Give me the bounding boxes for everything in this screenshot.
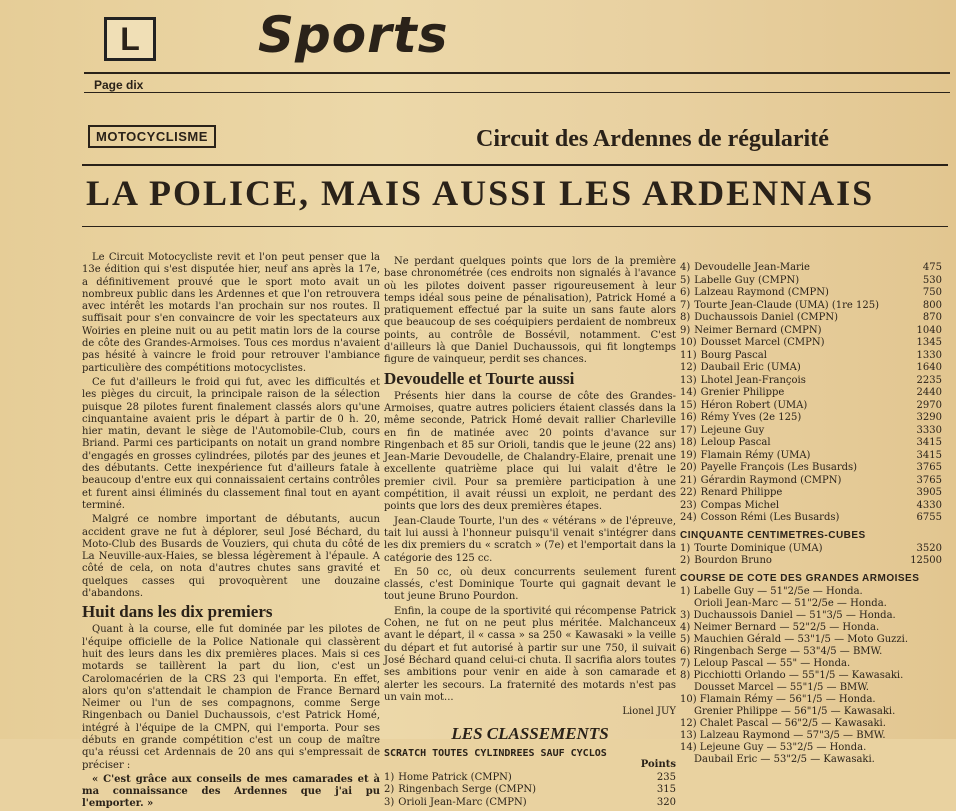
ranking-points: 2970	[916, 399, 942, 411]
cote-row: Grenier Philippe — 56"1/5 — Kawasaki.	[694, 705, 896, 717]
ranking-name: Devoudelle Jean-Marie	[694, 262, 810, 273]
ranking-name: Payelle François (Les Busards)	[700, 462, 858, 473]
ranking-name: Lejeune Guy	[700, 424, 765, 436]
col2-heading: Devoudelle et Tourte aussi	[384, 368, 575, 388]
ranking-rank: 15)	[680, 399, 697, 411]
results-column	[680, 262, 942, 765]
section-title: Sports	[258, 6, 449, 64]
ranking-row	[680, 300, 942, 313]
ranking-points: 3330	[916, 424, 942, 436]
ranking-row	[680, 512, 942, 525]
ranking-points: 750	[922, 287, 942, 298]
article-subtitle: Circuit des Ardennes de régularité	[476, 126, 829, 152]
cote-row: 5) Mauchien Gérald — 53"1/5 — Moto Guzzi.	[680, 633, 909, 645]
ranking-name: Lalzeau Raymond (CMPN)	[694, 287, 829, 298]
ranking-name: Home Patrick (CMPN)	[398, 771, 512, 783]
ranking-row	[680, 462, 942, 475]
ranking-rank: 2)	[680, 555, 691, 566]
ranking-name: Duchaussois Daniel (CMPN)	[694, 312, 839, 323]
scratch-list-part-2	[680, 262, 942, 525]
ranking-rank: 1)	[384, 771, 395, 783]
ranking-points: 3415	[916, 449, 942, 461]
col1-paragraph: Ce fut d'ailleurs le froid qui fut, avec les difficultés et les pièges du circuit, la principale raison de la sélection puisque 28 pilotes furent finalement classés alors qu'une cinquantaine avaient pris le départ à partir de 0 h. 20, hier matin, devant le siège de l'Automobile-Club, cours Briand. Parmi ces participants on notait un grand nombre d'engagés en grosses cylindrées, pilotés par des jeunes et des débutants. Cette inexpérience fut d'ailleurs fatale à beaucoup d'entre eux qui connaissaient certains contrôles et furent ainsi éliminés du classement final tout en ayant terminé.	[82, 376, 380, 511]
ranking-row	[680, 262, 942, 275]
cote-row: 7) Leloup Pascal — 55" — Honda.	[680, 657, 851, 669]
ranking-points: 1330	[916, 349, 942, 361]
cote-row: 13) Lalzeau Raymond — 57"3/5 — BMW.	[680, 729, 886, 741]
cote-row: 3) Duchaussois Daniel — 51"3/5 — Honda.	[680, 609, 896, 621]
col1-quote: « C'est grâce aux conseils de mes camarades et à ma connaissance des Ardennes que j'ai pu l'emporter. »	[82, 773, 380, 810]
cote-row: Dousset Marcel — 55"1/5 — BMW.	[694, 681, 869, 693]
col2-paragraph: En 50 cc, où deux concurrents seulement furent classés, c'est Dominique Tourte qui gagnait devant le tout jeune Bruno Pourdon.	[384, 566, 676, 603]
ranking-row	[680, 412, 942, 425]
ranking-rank: 22)	[680, 487, 697, 498]
ranking-rank: 14)	[680, 387, 697, 398]
ranking-name: Cosson Rémi (Les Busards)	[700, 512, 840, 523]
ranking-row	[680, 425, 942, 438]
ranking-points: 870	[922, 312, 942, 323]
ranking-rank: 4)	[680, 262, 691, 273]
ranking-points: 2235	[916, 374, 942, 386]
ranking-rank: 2)	[384, 784, 395, 796]
ranking-points: 1345	[916, 337, 942, 348]
col2-paragraph: Jean-Claude Tourte, l'un des « vétérans » de l'épreuve, tait lui aussi à l'honneur puisqu'il venait s'intégrer dans les dix premiers du « scratch » (7e) et l'emportait dans la catégorie des 125 cc.	[384, 515, 676, 564]
ranking-name: Leloup Pascal	[700, 437, 771, 448]
ranking-name: Dousset Marcel (CMPN)	[700, 337, 825, 348]
ranking-name: Neimer Bernard (CMPN)	[694, 324, 822, 336]
logo-letter: L	[120, 20, 140, 57]
ranking-points: 3905	[916, 487, 942, 498]
ranking-rank: 21)	[680, 474, 697, 486]
author-signature: Lionel JUY	[622, 706, 676, 718]
cote-row: 4) Neimer Bernard — 52"2/5 — Honda.	[680, 621, 880, 633]
cote-row: 14) Lejeune Guy — 53"2/5 — Honda.	[680, 741, 867, 753]
ranking-row	[680, 387, 942, 400]
ranking-points: 315	[656, 784, 676, 796]
cote-row: Daubail Eric — 53"2/5 — Kawasaki.	[694, 753, 875, 765]
ranking-rank: 3)	[384, 796, 395, 808]
ranking-points: 2440	[916, 387, 942, 398]
page-number: Page dix	[94, 78, 144, 92]
cote-title: COURSE DE COTE DES GRANDES ARMOISES	[680, 572, 920, 584]
ranking-name: Orioli Jean-Marc (CMPN)	[398, 796, 527, 808]
ranking-row	[680, 475, 942, 488]
cc50-list	[680, 543, 942, 568]
ranking-name: Grenier Philippe	[700, 387, 785, 398]
ranking-points: 800	[922, 299, 942, 311]
ranking-points: 320	[656, 796, 676, 808]
ranking-name: Compas Michel	[700, 499, 780, 511]
cote-row: 1) Labelle Guy — 51"2/5e — Honda.	[680, 585, 863, 597]
ranking-rank: 7)	[680, 299, 691, 311]
ranking-rank: 23)	[680, 499, 697, 511]
ranking-row	[680, 362, 942, 375]
ranking-points: 1040	[916, 324, 942, 336]
ranking-name: Renard Philippe	[700, 487, 783, 498]
ranking-rank: 10)	[680, 337, 697, 348]
ranking-points: 3765	[916, 462, 942, 473]
ranking-rank: 19)	[680, 449, 697, 461]
ranking-row	[680, 325, 942, 338]
scratch-title: SCRATCH TOUTES CYLINDREES SAUF CYCLOS	[384, 748, 607, 760]
ranking-row	[680, 350, 942, 363]
ranking-points: 530	[922, 274, 942, 286]
headline-rule-top	[82, 164, 948, 166]
ranking-row	[680, 312, 942, 325]
article-headline: LA POLICE, MAIS AUSSI LES ARDENNAIS	[86, 173, 875, 213]
cote-row: 6) Ringenbach Serge — 53"4/5 — BMW.	[680, 645, 883, 657]
ranking-row	[680, 555, 942, 568]
ranking-rank: 1)	[680, 542, 691, 554]
cote-row: 12) Chalet Pascal — 56"2/5 — Kawasaki.	[680, 717, 886, 729]
ranking-name: Héron Robert (UMA)	[700, 399, 808, 411]
ranking-points: 4330	[916, 499, 942, 511]
col1-paragraph: Quant à la course, elle fut dominée par les pilotes de l'équipe officielle de la Police Nationale qui classèrent huit des leurs dans les dix premières places. Mais si ces motards se taillèrent la part du lion, c'est un Carolomacérien de la CRS 23 qui l'emporta. En effet, alors qu'on s'attendait le champion de France Bernard Neimer ou l'un de ses compagnons, comme Serge Ringenbach ou Daniel Duchaussois, c'est Patrick Homé, intégré à l'équipe de la CMPN, qui l'emporta. Pour ses débuts en grande compétition c'est un coup de maître qu'a réussi cet Ardennais de 20 ans qui s'empressait de préciser :	[82, 624, 380, 771]
ranking-points: 12500	[910, 555, 942, 566]
ranking-row	[680, 337, 942, 350]
ranking-name: Tourte Jean-Claude (UMA) (1re 125)	[694, 299, 879, 311]
ranking-name: Tourte Dominique (UMA)	[694, 542, 823, 554]
ranking-row	[680, 375, 942, 388]
ranking-rank: 8)	[680, 312, 691, 323]
ranking-row	[680, 275, 942, 288]
ranking-name: Lhotel Jean-François	[700, 374, 806, 386]
header-rule	[84, 72, 950, 74]
headline-rule-bottom	[82, 226, 948, 227]
ranking-rank: 20)	[680, 462, 697, 473]
article-column-1	[82, 252, 380, 810]
ranking-row	[680, 287, 942, 300]
ranking-rank: 5)	[680, 274, 691, 286]
col1-paragraph: Malgré ce nombre important de débutants, aucun accident grave ne fut à déplorer, seul José Béchard, du Moto-Club des Busards de Vouziers, qui chuta du côté de La Neuville-aux-Haies, se blessa légèrement à l'épaule. A côté de cela, on nota d'autres chutes sans gravité et quelques casses qui provoquèrent une douzaine d'abandons.	[82, 514, 380, 600]
page-rule	[84, 92, 950, 93]
ranking-rank: 17)	[680, 424, 697, 436]
ranking-row	[384, 797, 676, 810]
ranking-name: Daubail Eric (UMA)	[700, 362, 801, 373]
ranking-rank: 16)	[680, 412, 697, 423]
ranking-points: 1640	[916, 362, 942, 373]
ranking-rank: 9)	[680, 324, 691, 336]
ranking-row	[680, 543, 942, 556]
points-label: Points	[640, 759, 676, 771]
ranking-row	[680, 450, 942, 463]
col1-paragraph: Le Circuit Motocycliste revit et l'on peut penser que la 13e édition qui s'est disputée hier, neuf ans après la 17e, a définitivement prouvé que le sport moto avait un nombreux public dans les Ardennes et que l'on retrouvera avec intérêt les motards l'an prochain sur nos routes. Il suffisait pour s'en convaincre de voir les spectateurs aux Woiries en pleine nuit ou au petit matin lors de la course de côte des Grandes-Armoises. Tous ces mordus n'avaient pas hésité à vaincre le froid pour retrouver l'ambiance particulière des compétitions motocyclistes.	[82, 252, 380, 374]
ranking-points: 3765	[916, 474, 942, 486]
ranking-points: 475	[922, 262, 942, 273]
scratch-list-part-1	[384, 772, 676, 810]
ranking-name: Bourdon Bruno	[694, 555, 772, 566]
col2-paragraph: Présents hier dans la course de côte des Grandes-Armoises, quatre autres policiers étaient classés dans la même seconde, Patrick Homé devait rallier Charleville en fin de matinée avec 20 points d'avance sur Ringenbach et 85 sur Orioli, tandis que le jeune (22 ans) Jean-Marie Devoudelle, de Chalandry-Elaire, prenait une excellente quatrième place qui lui valait d'être le premier civil. Pour sa première participation à une compétition, il avait réussi un exploit, ne perdant des points que lors des deux premières étapes.	[384, 390, 676, 513]
ranking-points: 3290	[916, 412, 942, 423]
ranking-rank: 11)	[680, 349, 697, 361]
ranking-name: Labelle Guy (CMPN)	[694, 274, 800, 286]
ranking-row	[680, 487, 942, 500]
ranking-rank: 6)	[680, 287, 691, 298]
ranking-rank: 18)	[680, 437, 697, 448]
ranking-row	[680, 437, 942, 450]
cc50-title: CINQUANTE CENTIMETRES-CUBES	[680, 529, 866, 541]
article-column-2	[384, 256, 676, 808]
ranking-rank: 12)	[680, 362, 697, 373]
ranking-points: 6755	[916, 512, 942, 523]
col2-paragraph: Ne perdant quelques points que lors de la première base chronométrée (ces endroits non signalés à l'avance où les pilotes doivent passer rigoureusement à leur temps idéal sous peine de pénalisation), Patrick Homé a pratiquement effectué par la suite un sans faute alors que beaucoup de ses coéquipiers perdaient de nombreux points, au contrôle de Bossévil, notamment. C'est d'ailleurs là que Daniel Duchaussois, qui fit longtemps figure de vainqueur, perdit ses chances.	[384, 256, 676, 366]
ranking-name: Ringenbach Serge (CMPN)	[398, 784, 536, 796]
ranking-points: 235	[656, 771, 676, 783]
ranking-row	[680, 400, 942, 413]
cote-row: 8) Picchiotti Orlando — 55"1/5 — Kawasaki.	[680, 669, 904, 681]
cote-row: 10) Flamain Rémy — 56"1/5 — Honda.	[680, 693, 876, 705]
ranking-name: Bourg Pascal	[700, 349, 767, 361]
ranking-rank: 13)	[680, 374, 697, 386]
rubric-badge: MOTOCYCLISME	[88, 125, 216, 148]
classements-title: LES CLASSEMENTS	[451, 724, 609, 744]
ranking-points: 3520	[916, 542, 942, 554]
ranking-rank: 24)	[680, 512, 697, 523]
ranking-row	[384, 784, 676, 797]
cote-row: Orioli Jean-Marc — 51"2/5e — Honda.	[694, 597, 887, 609]
ranking-row	[680, 500, 942, 513]
ranking-name: Gérardin Raymond (CMPN)	[700, 474, 842, 486]
ranking-row	[384, 772, 676, 785]
ranking-name: Flamain Rémy (UMA)	[700, 449, 811, 461]
ranking-points: 3415	[916, 437, 942, 448]
col1-heading: Huit dans les dix premiers	[82, 602, 273, 622]
col2-paragraph: Enfin, la coupe de la sportivité qui récompense Patrick Cohen, ne fut on ne peut plus méritée. Malchanceux avant le départ, il « cassa » sa 250 « Kawasaki » la veille du départ et fut autorisé à partir sur une 750, il suivait José Béchard quand celui-ci chuta. Il sacrifia alors toutes ses ambitions pour venir en aide à son camarade et alerter les secours. La fraternité des motards n'est pas un vain mot...	[384, 605, 676, 703]
newspaper-logo	[104, 17, 156, 61]
ranking-name: Rémy Yves (2e 125)	[700, 412, 802, 423]
cote-list	[680, 586, 942, 766]
